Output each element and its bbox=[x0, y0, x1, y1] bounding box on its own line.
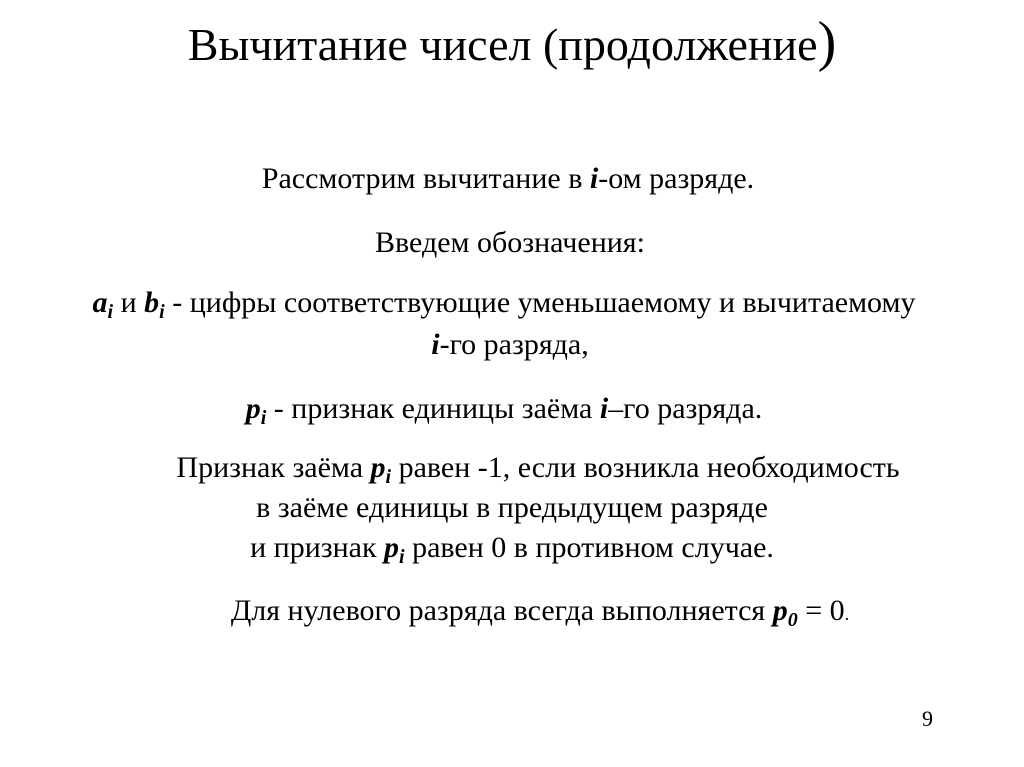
line-digits-continued: i-го разряда, bbox=[431, 328, 589, 361]
line-borrow-rule-2: в заёме единицы в предыдущем разряде bbox=[256, 491, 768, 524]
subscript-zero: 0 bbox=[787, 609, 798, 631]
subscript-i: i bbox=[107, 301, 114, 323]
subscript-i: i bbox=[399, 546, 405, 568]
variable-p: p bbox=[772, 594, 788, 627]
slide-title bbox=[0, 12, 1024, 75]
slide-title-close-paren: ) bbox=[817, 11, 837, 73]
line-digits: $a_i$ и $b_i$ - цифры соответствующие уменьшаемому и вычитаемому bbox=[92, 286, 916, 323]
subscript-i: i bbox=[159, 301, 165, 323]
variable-p: p bbox=[245, 392, 261, 425]
subscript-i: i bbox=[385, 466, 392, 488]
variable-i: i bbox=[589, 162, 599, 195]
line-notation: Введем обозначения: bbox=[375, 226, 645, 259]
slide-title-text: Вычитание чисел (продолжение bbox=[187, 19, 818, 70]
line-consider: Рассмотрим вычитание в i-ом разряде. bbox=[261, 162, 755, 195]
line-borrow-rule-1: Признак заёма $p_i$ равен -1, если возникла необходимость bbox=[176, 451, 900, 488]
line-zero-digit: Для нулевого разряда всегда выполняется $p_0 = 0$. bbox=[230, 594, 850, 631]
subscript-i: i bbox=[260, 407, 267, 429]
variable-a: a bbox=[92, 286, 108, 319]
variable-b: b bbox=[144, 286, 160, 319]
variable-p: p bbox=[370, 451, 386, 484]
line-borrow: $p_i$ - признак единицы заёма i–го разряда. bbox=[245, 392, 763, 429]
page-number: 9 bbox=[922, 706, 933, 731]
variable-p: p bbox=[384, 531, 400, 564]
variable-i: i bbox=[599, 392, 609, 425]
line-borrow-rule-3: и признак $p_i$ равен 0 в противном случае. bbox=[250, 531, 774, 568]
variable-i: i bbox=[431, 328, 440, 361]
